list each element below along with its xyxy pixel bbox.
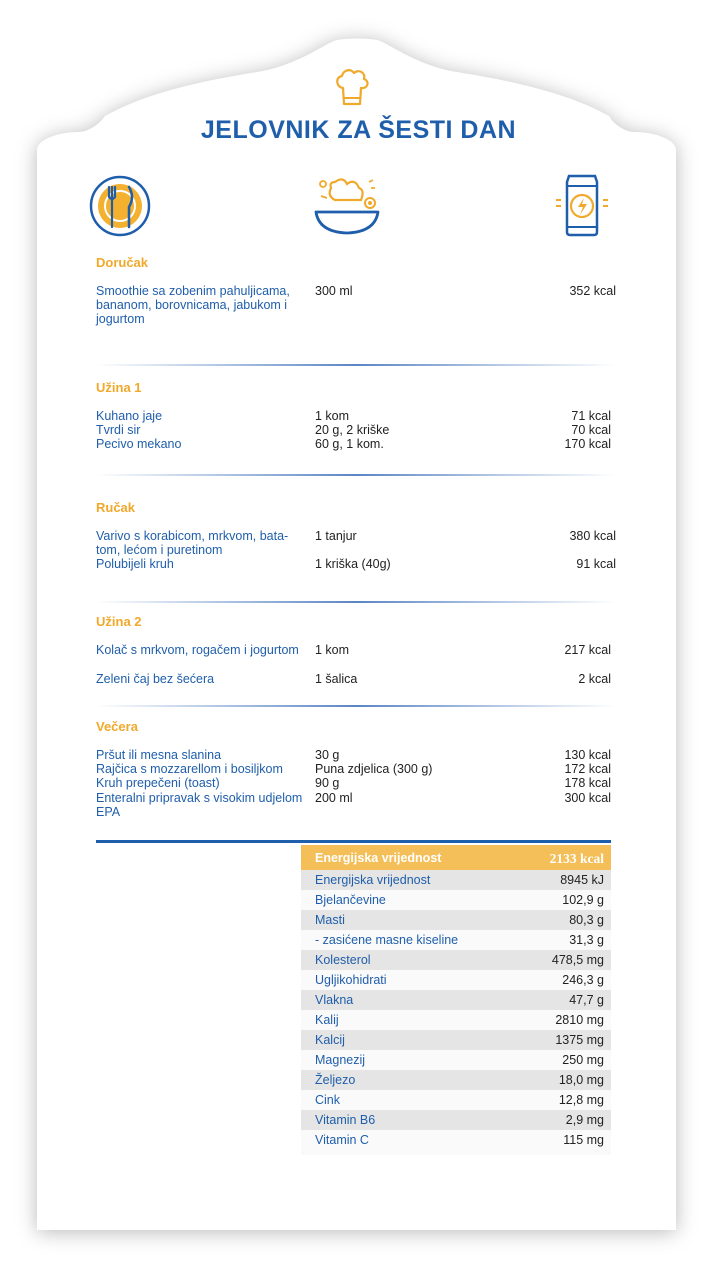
nutrition-row [301,1110,611,1130]
nutrition-row [301,870,611,890]
nutrient-label: Vitamin C [315,1133,369,1147]
item-name: Kuhano jaje [96,409,163,423]
nutrition-row [301,930,611,950]
item-name: Tvrdi sir [96,423,141,437]
item-quantity: 1 tanjur [315,529,357,543]
nutrient-label: Cink [315,1093,341,1107]
item-name: Kruh prepečeni (toast) [96,776,220,790]
meal-title-dinner: Večera [96,719,138,734]
nutrient-label: Kalij [315,1013,339,1027]
nutrient-label: Vitamin B6 [315,1113,376,1127]
nutrient-value: 47,7 g [569,993,604,1007]
item-quantity: 200 ml [315,791,353,805]
energy-drink-can-icon [553,172,611,238]
nutrient-value: 8945 kJ [560,873,604,887]
salad-bowl-icon [313,170,381,238]
item-name: Smoothie sa zobenim pahuljicama, bananom, borovnicama, jabukom i jogurtom [96,284,290,326]
item-quantity: 1 kom [315,643,350,657]
item-kcal: 71 kcal [571,409,611,423]
nutrient-value: 2810 mg [555,1013,604,1027]
nutrition-row [301,950,611,970]
section-divider [96,364,616,366]
nutrition-header-row [301,845,611,870]
meal-title-snack-1: Užina 1 [96,380,142,395]
meal-title-snack-2: Užina 2 [96,614,142,629]
item-name: Pršut ili mesna slanina [96,748,222,762]
nutrition-table [301,845,611,1155]
item-kcal: 300 kcal [564,791,611,805]
item-quantity: 1 kriška (40g) [315,557,391,571]
nutrition-row [301,910,611,930]
page-title: JELOVNIK ZA ŠESTI DAN [200,116,517,144]
item-name: Enteralni pripravak s visokim udjelom EPA [96,791,303,819]
nutrition-row [301,970,611,990]
item-quantity: 30 g [315,748,340,762]
nutrient-value: 102,9 g [562,893,604,907]
section-divider [96,601,616,603]
nutrient-value: 115 mg [563,1133,604,1147]
section-divider [96,705,616,707]
nutrient-label: Kalcij [315,1033,345,1047]
nutrient-label: Magnezij [315,1053,366,1067]
nutrient-value: 478,5 mg [551,953,604,967]
item-kcal: 70 kcal [571,423,611,437]
item-quantity: 90 g [315,776,340,790]
meal-title-breakfast: Doručak [96,255,149,270]
item-quantity: Puna zdjelica (300 g) [315,762,433,776]
nutrient-label: Ugljikohidrati [315,973,387,987]
nutrition-header-label: Energijska vrijednost [315,851,442,865]
item-name: Polubijeli kruh [96,557,174,571]
nutrient-value: 1375 mg [555,1033,604,1047]
nutrient-value: 31,3 g [569,933,604,947]
nutrient-label: Bjelančevine [315,893,386,907]
nutrient-value: 12,8 mg [558,1093,604,1107]
nutrient-value: 2,9 mg [565,1113,604,1127]
nutrition-row [301,1050,611,1070]
item-quantity: 20 g, 2 kriške [315,423,390,437]
nutrition-row [301,990,611,1010]
nutrient-label: Vlakna [315,993,354,1007]
item-name: Kolač s mrkvom, rogačem i jogurtom [96,643,299,657]
nutrient-value: 246,3 g [562,973,604,987]
item-name: Zeleni čaj bez šećera [96,672,215,686]
nutrient-value: 250 mg [562,1053,604,1067]
nutrient-value: 18,0 mg [558,1073,604,1087]
summary-divider [96,840,611,843]
nutrition-row [301,890,611,910]
nutrition-row [301,1130,611,1155]
section-divider [96,474,616,476]
item-kcal: 2 kcal [578,672,611,686]
item-kcal: 178 kcal [564,776,611,790]
item-kcal: 170 kcal [564,437,611,451]
nutrient-label: Željezo [315,1073,356,1087]
item-quantity: 1 kom [315,409,350,423]
nutrient-label: Kolesterol [315,953,371,967]
nutrient-label: - zasićene masne kiseline [315,933,459,947]
item-quantity: 60 g, 1 kom. [315,437,384,451]
plate-cutlery-icon [89,175,151,237]
nutrient-value: 80,3 g [569,913,604,927]
nutrition-row [301,1070,611,1090]
nutrient-label: Energijska vrijednost [315,873,431,887]
meal-title-lunch: Ručak [96,500,136,515]
item-kcal: 352 kcal [569,284,616,298]
item-kcal: 130 kcal [564,748,611,762]
item-quantity: 300 ml [315,284,353,298]
nutrition-header-value: 2133 kcal [549,851,604,866]
chef-hat-icon [332,66,372,108]
item-kcal: 217 kcal [564,643,611,657]
nutrition-row [301,1030,611,1050]
item-name: Pecivo mekano [96,437,182,451]
item-name: Varivo s korabicom, mrkvom, bata-tom, lećom i puretinom [96,529,289,557]
nutrition-row [301,1010,611,1030]
item-kcal: 172 kcal [564,762,611,776]
item-name: Rajčica s mozzarellom i bosiljkom [96,762,283,776]
nutrient-label: Masti [315,913,345,927]
item-quantity: 1 šalica [315,672,358,686]
item-kcal: 380 kcal [569,529,616,543]
nutrition-row [301,1090,611,1110]
item-kcal: 91 kcal [576,557,616,571]
